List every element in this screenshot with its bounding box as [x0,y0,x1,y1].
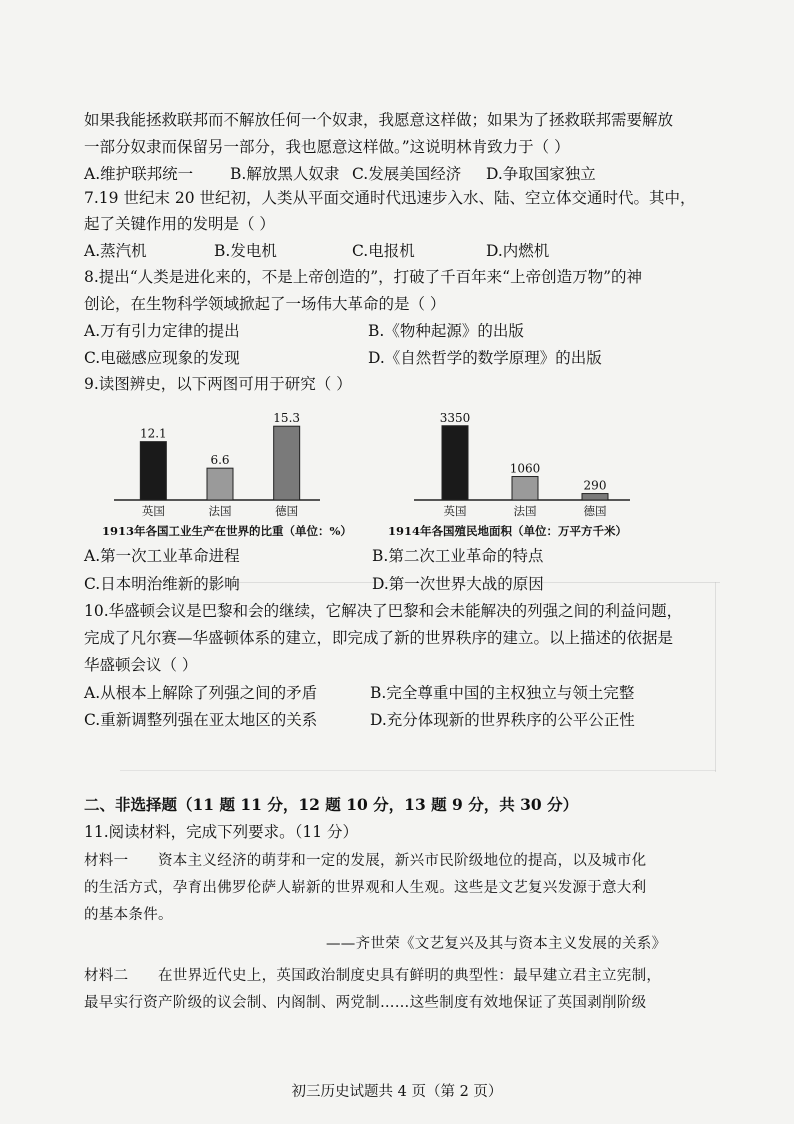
q7-option-c[interactable]: C.电报机 [352,242,415,260]
chart-colonial-area [400,400,640,522]
bar-1 [512,477,538,500]
material-1-line3: 的基本条件。 [84,907,173,923]
material-1-source: ——齐世荣《文艺复兴及其与资本主义发展的关系》 [326,936,667,952]
scan-line [715,582,716,772]
q10-option-c[interactable]: C.重新调整列强在亚太地区的关系 [84,711,318,729]
q6-option-d[interactable]: D.争取国家独立 [486,165,596,183]
q9-stem: 9.读图辨史，以下两图可用于研究（ ） [84,375,352,393]
material-1-line1: 材料一 资本主义经济的萌芽和一定的发展，新兴市民阶级地位的提高，以及城市化 [84,853,647,869]
bar-2 [274,426,300,500]
bar-0 [140,442,166,500]
section-2-heading: 二、非选择题（11 题 11 分，12 题 10 分，13 题 9 分，共 30 分） [84,795,579,814]
q6-option-a[interactable]: A.维护联邦统一 [84,165,194,183]
category-label-2: 德国 [275,504,299,518]
bar-value-label-2: 15.3 [273,411,301,426]
page-footer: 初三历史试题共 4 页（第 2 页） [291,1084,503,1100]
q8-option-d[interactable]: D.《自然哲学的数学原理》的出版 [368,349,602,367]
q11-stem: 11.阅读材料，完成下列要求。（11 分） [84,823,359,841]
q8-option-b[interactable]: B.《物种起源》的出版 [368,322,524,340]
chart-industrial-share-title: 1913年各国工业生产在世界的比重（单位：%） [102,524,352,538]
scan-line [120,770,716,771]
category-label-2: 德国 [583,504,607,518]
q8-option-a[interactable]: A.万有引力定律的提出 [84,322,240,340]
q8-stem-line1: 8.提出“人类是进化来的，不是上帝创造的”，打破了千百年来“上帝创造万物”的神 [84,268,642,286]
chart-industrial-share [100,400,330,522]
material-2-line2: 最早实行资产阶级的议会制、内阁制、两党制……这些制度有效地保证了英国剥削阶级 [84,995,647,1011]
chart-colonial-area-title: 1914年各国殖民地面积（单位：万平方千米） [388,524,628,538]
q10-option-a[interactable]: A.从根本上解除了列强之间的矛盾 [84,684,318,702]
bar-1 [207,468,233,500]
category-label-0: 英国 [443,504,467,518]
q10-stem-line3: 华盛顿会议（ ） [84,656,198,674]
bar-value-label-1: 1060 [509,461,541,476]
bar-value-label-1: 6.6 [210,453,230,468]
category-label-1: 法国 [208,504,232,518]
bar-2 [582,494,608,500]
q8-stem-line2: 创论，在生物科学领域掀起了一场伟大革命的是（ ） [84,295,446,313]
q7-stem-line2: 起了关键作用的发明是（ ） [84,215,275,233]
q10-stem-line1: 10.华盛顿会议是巴黎和会的继续，它解决了巴黎和会未能解决的列强之间的利益问题， [84,602,683,620]
q7-option-a[interactable]: A.蒸汽机 [84,242,147,260]
q9-option-a[interactable]: A.第一次工业革命进程 [84,547,240,565]
chart-industrial-share-svg [100,400,330,522]
q7-option-d[interactable]: D.内燃机 [486,242,550,260]
bar-value-label-2: 290 [583,478,607,493]
q9-option-b[interactable]: B.第二次工业革命的特点 [372,547,544,565]
q10-option-d[interactable]: D.充分体现新的世界秩序的公平公正性 [370,711,635,729]
q8-option-c[interactable]: C.电磁感应现象的发现 [84,349,240,367]
category-label-0: 英国 [141,504,165,518]
q6-stem-line2: 一部分奴隶而保留另一部分，我也愿意这样做。”这说明林肯致力于（ ） [84,138,570,156]
bar-value-label-0: 3350 [439,410,471,425]
q9-option-d[interactable]: D.第一次世界大战的原因 [372,575,544,593]
q6-stem-line1: 如果我能拯救联邦而不解放任何一个奴隶，我愿意这样做；如果为了拯救联邦需要解放 [84,111,674,129]
q9-option-c[interactable]: C.日本明治维新的影响 [84,575,240,593]
bar-0 [442,426,468,500]
q10-option-b[interactable]: B.完全尊重中国的主权独立与领土完整 [370,684,635,702]
q7-option-b[interactable]: B.发电机 [214,242,277,260]
q7-stem-line1: 7.19 世纪末 20 世纪初，人类从平面交通时代迅速步入水、陆、空立体交通时代。其中， [84,189,696,207]
material-1-line2: 的生活方式，孕育出佛罗伦萨人崭新的世界观和人生观。这些是文艺复兴发源于意大利 [84,880,647,896]
chart-colonial-area-svg [400,400,640,522]
q10-stem-line2: 完成了凡尔赛—华盛顿体系的建立，即完成了新的世界秩序的建立。以上描述的依据是 [84,629,674,647]
category-label-1: 法国 [513,504,537,518]
q6-option-c[interactable]: C.发展美国经济 [352,165,462,183]
material-2-line1: 材料二 在世界近代史上，英国政治制度史具有鲜明的典型性：最早建立君主立宪制， [84,968,662,984]
q6-option-b[interactable]: B.解放黑人奴隶 [230,165,340,183]
bar-value-label-0: 12.1 [139,426,167,441]
